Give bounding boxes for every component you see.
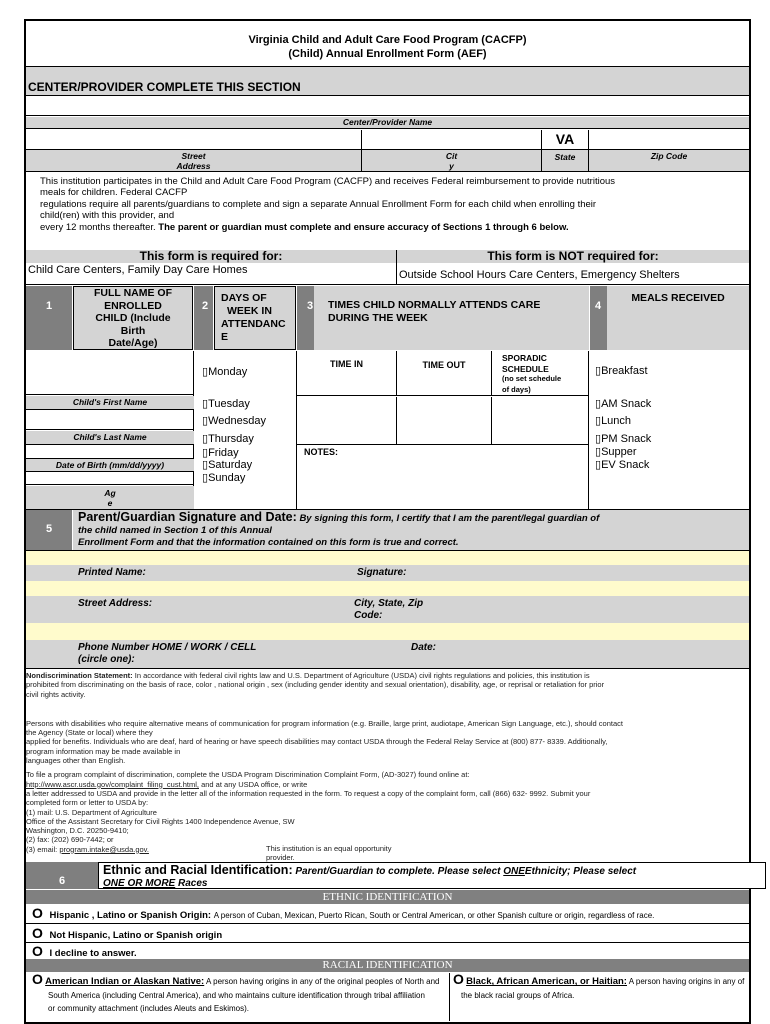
- checkbox-icon: ▯: [595, 458, 602, 471]
- checkbox-icon: ▯: [202, 432, 209, 445]
- meal-lunch[interactable]: ▯Lunch: [595, 414, 632, 427]
- street-address-field-5[interactable]: [26, 623, 749, 640]
- date-label: Date:: [411, 642, 437, 653]
- checkbox-icon: ▯: [202, 365, 209, 378]
- section-4-number: 4: [590, 286, 607, 350]
- title-line-2: (Child) Annual Enrollment Form (AEF): [288, 48, 487, 60]
- checkbox-icon: ▯: [595, 445, 602, 458]
- not-required-heading: This form is NOT required for:: [397, 250, 749, 263]
- day-thursday[interactable]: ▯Thursday: [202, 432, 254, 445]
- section-2-title: DAYS OF WEEK IN ATTENDANC E: [214, 286, 296, 350]
- required-divider: [396, 250, 397, 284]
- time-out-field[interactable]: [397, 397, 492, 445]
- racial-option-american-indian[interactable]: O American Indian or Alaskan Native: A person having origins in any of the original peoples of North and South America (including Central America), and who maintains culture identification through tribal affiliation or community attachment (includes Aleuts and Eskimos).: [26, 973, 450, 1021]
- dob-label: Date of Birth (mm/dd/yyyy): [26, 459, 194, 472]
- meal-supper[interactable]: ▯Supper: [595, 445, 637, 458]
- zip-field[interactable]: [589, 130, 749, 150]
- section-3-number: 3: [297, 286, 314, 350]
- meal-breakfast[interactable]: ▯Breakfast: [595, 364, 648, 377]
- child-first-name-label: Child's First Name: [26, 396, 194, 410]
- printed-name-field[interactable]: [26, 581, 749, 596]
- day-wednesday[interactable]: ▯Wednesday: [202, 414, 266, 427]
- day-sunday[interactable]: ▯Sunday: [202, 471, 246, 484]
- section-6-number: 6: [26, 862, 98, 889]
- radio-icon: O: [32, 905, 43, 921]
- center-name-label: Center/Provider Name: [26, 117, 749, 129]
- street-address-label: Street Address: [26, 150, 362, 172]
- city-field[interactable]: [362, 130, 542, 150]
- section-1-number: 1: [26, 286, 72, 350]
- section-1-title: FULL NAME OF ENROLLED CHILD (Include Birth Date/Age): [73, 286, 193, 350]
- section-5-band-1[interactable]: [26, 550, 749, 565]
- racial-option-black[interactable]: O Black, African American, or Haitian: A person having origins in any of the black racial groups of Africa.: [453, 971, 745, 1000]
- checkbox-icon: ▯: [595, 432, 602, 445]
- meal-am-snack[interactable]: ▯AM Snack: [595, 397, 652, 410]
- time-in-header: TIME IN: [297, 351, 397, 396]
- email-link[interactable]: program.intake@usda.gov.: [59, 844, 149, 854]
- provider-section-heading: CENTER/PROVIDER COMPLETE THIS SECTION: [26, 66, 749, 96]
- checkbox-icon: ▯: [202, 471, 209, 484]
- complaint-link[interactable]: http://www.ascr.usda.gov/complaint_filing_cust.html,: [26, 779, 199, 789]
- age-field[interactable]: [26, 473, 194, 485]
- not-required-for: Outside School Hours Care Centers, Emergency Shelters: [399, 269, 680, 281]
- required-bottom-rule: [26, 284, 749, 285]
- zip-label: Zip Code: [589, 150, 749, 172]
- time-in-field[interactable]: [297, 397, 397, 445]
- intro-paragraph: This institution participates in the Child and Adult Care Food Program (CACFP) and receives Federal reimbursement to provide nutritious meals for children. Federal CACFP regulations require all parents/guardians to complete and sign a separate Annual Enrollment Form for each child when enrolling their child(ren) with this provider, and every 12 months thereafter. The parent or guardian must complete and ensure accuracy of Sections 1 through 6 below.: [40, 176, 616, 233]
- age-label: Ag e: [26, 486, 194, 509]
- phone-label: Phone Number HOME / WORK / CELL (circle one):: [78, 642, 257, 665]
- day-saturday[interactable]: ▯Saturday: [202, 458, 253, 471]
- racial-heading: RACIAL IDENTIFICATION: [26, 959, 749, 972]
- meal-pm-snack[interactable]: ▯PM Snack: [595, 432, 652, 445]
- dob-field[interactable]: [26, 446, 194, 459]
- section-2-number: 2: [194, 286, 213, 350]
- sporadic-header: SPORADIC SCHEDULE (no set schedule of days): [492, 351, 589, 396]
- required-heading: This form is required for:: [26, 250, 396, 263]
- time-out-header: TIME OUT: [397, 351, 492, 396]
- notes-field[interactable]: [297, 458, 589, 508]
- meal-ev-snack[interactable]: ▯EV Snack: [595, 458, 650, 471]
- child-last-name-label: Child's Last Name: [26, 431, 194, 445]
- checkbox-icon: ▯: [595, 397, 602, 410]
- radio-icon: O: [453, 971, 464, 987]
- city-state-zip-label: City, State, Zip Code:: [354, 598, 424, 621]
- radio-icon: O: [32, 943, 43, 959]
- state-value: VA: [542, 130, 589, 150]
- day-tuesday[interactable]: ▯Tuesday: [202, 397, 250, 410]
- equal-opportunity-note: This institution is an equal opportunity provider.: [266, 844, 392, 862]
- child-last-name-field[interactable]: [26, 411, 194, 430]
- day-monday[interactable]: ▯Monday: [202, 365, 248, 378]
- center-name-field[interactable]: [26, 97, 749, 116]
- ethnic-option-not-hispanic[interactable]: O Not Hispanic, Latino or Spanish origin: [26, 925, 749, 943]
- sporadic-field[interactable]: [492, 397, 589, 445]
- radio-icon: O: [32, 925, 43, 941]
- section-6-header: Ethnic and Racial Identification: Parent/Guardian to complete. Please select ONEEthnicity; Please select ONE OR MORE Races: [98, 862, 766, 889]
- title-line-1: Virginia Child and Adult Care Food Program (CACFP): [248, 34, 527, 46]
- section-5-header: Parent/Guardian Signature and Date: By signing this form, I certify that I am the parent/legal guardian of the child named in Section 1 of this Annual Enrollment Form and that the information contained on this form is true and correct.: [73, 510, 749, 550]
- nondiscrimination-statement: Nondiscrimination Statement: In accordance with federal civil rights law and U.S. Department of Agriculture (USDA) civil rights regulations and policies, this institution is prohibited from discriminating on the basis of race, color , national origin , sex (including gender identity and sexual orientation), disability, age, or reprisal or retaliation for prior civil rights activity. Persons with disabilities who require alternative means of communication for program information (e.g. Braille, large print, audiotape, American Sign Language, etc.), should contact the Agency (State or local) where they applied for benefits. Individuals who are deaf, hard of hearing or have speech disabilities may contact USDA through the Federal Relay Service at (800) 877- 8339. Additionally, program information may be made available in languages other than English. To file a program complaint of discrimination, complete the USDA Program Discrimination Complaint Form, (AD-3027) found online at: http://www.ascr.usda.gov/complaint_filing_cust.html, and at any USDA office, or write a letter addressed to USDA and provide in the letter all of the information requested in the form. To request a copy of the complaint form, call (866) 632- 9992. Submit your completed form or letter to USDA by: (1) mail: U.S. Department of Agriculture Office of the Assistant Secretary for Civil Rights 1400 Independence Avenue, SW Washington, D.C. 20250-9410; (2) fax: (202) 690-7442; or (3) email: program.intake@usda.gov.: [26, 671, 623, 854]
- notes-label: NOTES:: [304, 447, 339, 457]
- state-label: State: [542, 150, 589, 172]
- signature-label: Signature:: [357, 567, 407, 578]
- ethnic-option-hispanic[interactable]: O Hispanic , Latino or Spanish Origin: A person of Cuban, Mexican, Puerto Rican, South or Central American, or other Spanish culture or origin, regardless of race.: [26, 905, 749, 924]
- child-first-name-field[interactable]: [26, 351, 194, 395]
- checkbox-icon: ▯: [595, 414, 602, 427]
- ethnic-heading: ETHNIC IDENTIFICATION: [26, 890, 749, 904]
- day-friday[interactable]: ▯Friday: [202, 446, 239, 459]
- city-label: Cit y: [362, 150, 542, 172]
- section-5-bottom-rule: [26, 668, 749, 669]
- checkbox-icon: ▯: [202, 446, 209, 459]
- form-title: [26, 33, 749, 61]
- street-address-label-5: Street Address:: [78, 598, 153, 609]
- section-3-title: TIMES CHILD NORMALLY ATTENDS CARE DURING THE WEEK: [314, 286, 589, 350]
- section-4-title: MEALS RECEIVED: [607, 286, 749, 350]
- street-address-field[interactable]: [26, 130, 362, 150]
- checkbox-icon: ▯: [202, 397, 209, 410]
- required-for: Child Care Centers, Family Day Care Homes: [28, 264, 248, 276]
- checkbox-icon: ▯: [202, 458, 209, 471]
- printed-name-label: Printed Name:: [78, 567, 146, 578]
- checkbox-icon: ▯: [595, 364, 602, 377]
- ethnic-option-decline[interactable]: O I decline to answer.: [26, 944, 749, 959]
- checkbox-icon: ▯: [202, 414, 209, 427]
- section-5-number: 5: [26, 510, 72, 550]
- radio-icon: O: [32, 971, 43, 987]
